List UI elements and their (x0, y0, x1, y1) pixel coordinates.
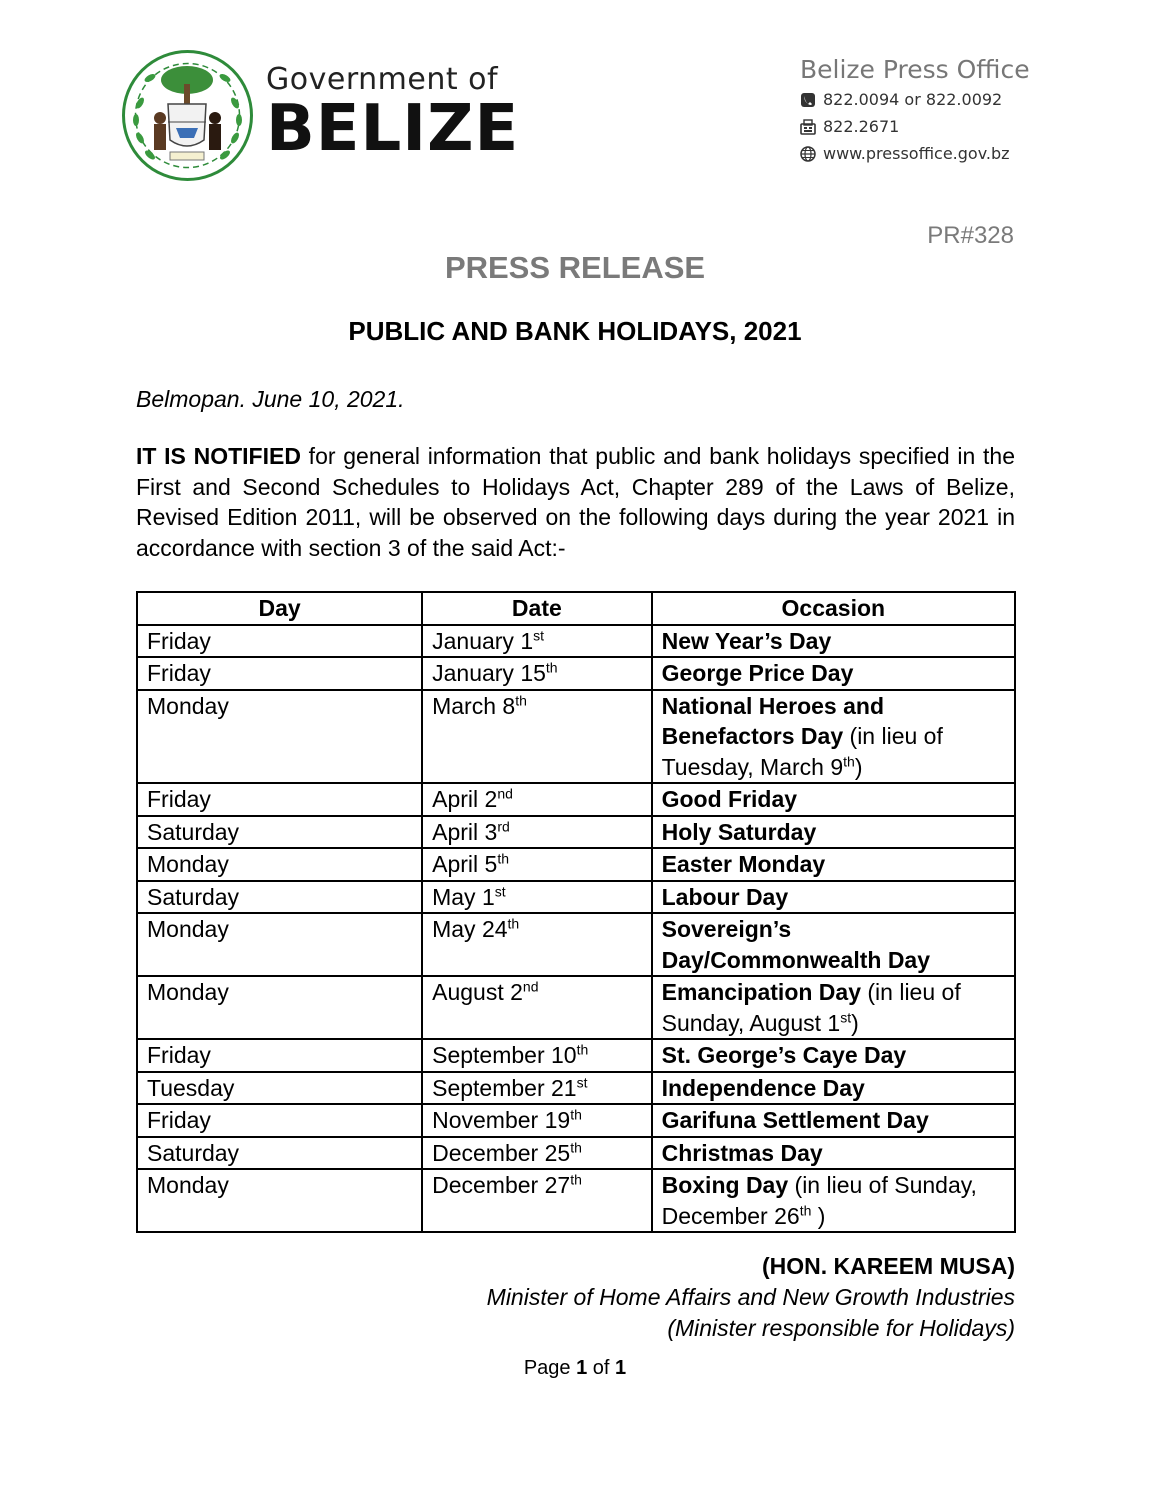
cell-occasion (652, 690, 1015, 784)
date-ordinal-suffix: nd (497, 785, 513, 802)
table-header-row (137, 592, 1015, 625)
cell-day: Monday (137, 1169, 422, 1232)
occasion-name: Emancipation Day (661, 979, 861, 1005)
cell-day: Tuesday (137, 1072, 422, 1105)
date-text: March 8 (432, 692, 516, 719)
logo-line-2: BELIZE (266, 92, 520, 166)
government-logo (266, 62, 520, 166)
occasion-name: Sovereign’s Day/Commonwealth Day (661, 916, 931, 973)
cell-date (422, 690, 652, 784)
page-current: 1 (576, 1357, 588, 1379)
cell-date (422, 913, 652, 976)
cell-day: Monday (137, 913, 422, 976)
occasion-note-suffix: st (840, 1008, 852, 1025)
date-ordinal-suffix: st (576, 1073, 588, 1090)
table-row (137, 1137, 1015, 1170)
table-row (137, 848, 1015, 881)
notice-lead: IT IS NOTIFIED (136, 443, 301, 469)
coat-of-arms-seal-icon (120, 48, 255, 183)
cell-date (422, 657, 652, 690)
page-total: 1 (615, 1357, 627, 1379)
date-text: August 2 (432, 979, 523, 1005)
table-row (137, 783, 1015, 816)
cell-day: Saturday (137, 881, 422, 914)
occasion-name: Easter Monday (661, 851, 826, 877)
cell-date (422, 1137, 652, 1170)
cell-day: Saturday (137, 816, 422, 849)
website-link[interactable]: www.pressoffice.gov.bz (823, 144, 1010, 163)
occasion-note: (in lieu of Sunday, August 1 (661, 979, 961, 1036)
date-text: May 1 (432, 883, 495, 910)
cell-day: Friday (137, 1104, 422, 1137)
occasion-note: (in lieu of Sunday, December 26 (661, 1172, 977, 1229)
phone-number: 822.0094 or 822.0092 (823, 90, 1003, 109)
cell-occasion (652, 913, 1015, 976)
signatory-note: (Minister responsible for Holidays) (667, 1315, 1015, 1341)
table-row (137, 690, 1015, 784)
occasion-name: New Year’s Day (661, 627, 832, 654)
occasion-name: Christmas Day (661, 1139, 823, 1166)
date-ordinal-suffix: th (576, 1041, 589, 1058)
occasion-note-suffix: th (843, 752, 855, 769)
cell-day: Friday (137, 783, 422, 816)
signatory-title: Minister of Home Affairs and New Growth Industries (486, 1284, 1015, 1310)
table-row (137, 881, 1015, 914)
date-ordinal-suffix: th (507, 915, 520, 932)
cell-occasion (652, 881, 1015, 914)
table-row (137, 1169, 1015, 1232)
date-ordinal-suffix: st (494, 882, 506, 899)
occasion-name: George Price Day (661, 660, 854, 686)
press-office-title: Belize Press Office (800, 55, 1030, 84)
date-ordinal-suffix: th (497, 850, 509, 867)
signatory-name: (HON. KAREEM MUSA) (762, 1253, 1015, 1279)
table-row (137, 657, 1015, 690)
phone-icon (800, 92, 816, 108)
date-ordinal-suffix: th (545, 659, 558, 676)
occasion-note-suffix: th (799, 1201, 812, 1218)
column-header-day: Day (137, 592, 422, 625)
column-header-date: Date (422, 592, 652, 625)
press-release-number: PR#328 (927, 222, 1014, 249)
document-title: PUBLIC AND BANK HOLIDAYS, 2021 (348, 316, 802, 346)
cell-day: Monday (137, 976, 422, 1039)
date-text: September 21 (432, 1074, 577, 1101)
notice-body: for general information that public and bank holidays specified in the First and Second Schedules to Holidays Act, Chapter 289 of the Laws of Belize, Revised Edition 2011, will be observed on the following days during the year 2021 in accordance with section 3 of the said Act:- (136, 443, 1015, 561)
table-row (137, 1104, 1015, 1137)
globe-icon (800, 146, 816, 162)
cell-occasion (652, 1072, 1015, 1105)
cell-day: Friday (137, 1039, 422, 1072)
cell-date (422, 976, 652, 1039)
date-ordinal-suffix: th (570, 1138, 582, 1155)
date-text: December 25 (432, 1139, 571, 1166)
column-header-occasion: Occasion (652, 592, 1015, 625)
press-office-contact (800, 54, 1100, 167)
occasion-name: National Heroes and Benefactors Day (661, 692, 884, 749)
document-type-heading: PRESS RELEASE (444, 250, 706, 285)
of-word: of (592, 1357, 610, 1379)
cell-date (422, 848, 652, 881)
cell-occasion (652, 1137, 1015, 1170)
cell-occasion (652, 783, 1015, 816)
notice-paragraph (136, 441, 1015, 563)
dateline: Belmopan. June 10, 2021. (136, 386, 405, 412)
logo-line-1: Government of (266, 62, 499, 97)
page-word: Page (523, 1357, 571, 1379)
date-text: January 15 (432, 660, 546, 686)
cell-day: Saturday (137, 1137, 422, 1170)
cell-occasion (652, 816, 1015, 849)
cell-date (422, 816, 652, 849)
table-row (137, 913, 1015, 976)
cell-occasion (652, 1169, 1015, 1232)
date-ordinal-suffix: th (570, 1171, 582, 1188)
occasion-name: Garifuna Settlement Day (661, 1107, 929, 1133)
date-text: December 27 (432, 1172, 571, 1198)
cell-date (422, 881, 652, 914)
cell-date (422, 783, 652, 816)
cell-day: Friday (137, 625, 422, 658)
occasion-name: Good Friday (661, 786, 798, 812)
date-text: January 1 (432, 627, 534, 654)
occasion-name: Boxing Day (661, 1172, 789, 1198)
date-ordinal-suffix: nd (522, 978, 539, 995)
holidays-table (136, 591, 1016, 1233)
occasion-note-end: ) (811, 1202, 826, 1229)
signature-block (487, 1251, 1015, 1344)
date-ordinal-suffix: th (570, 1106, 582, 1123)
cell-occasion (652, 625, 1015, 658)
holiday-rows (137, 625, 1015, 1233)
fax-icon (800, 119, 816, 135)
date-text: April 3 (432, 818, 498, 845)
table-row (137, 625, 1015, 658)
phone-row (800, 86, 1100, 113)
table-row (137, 976, 1015, 1039)
cell-date (422, 1169, 652, 1232)
fax-number: 822.2671 (823, 117, 900, 136)
date-text: April 2 (432, 786, 498, 812)
occasion-note: (in lieu of Tuesday, March 9 (661, 723, 943, 780)
occasion-name: Independence Day (661, 1074, 865, 1101)
cell-occasion (652, 1104, 1015, 1137)
table-row (137, 1072, 1015, 1105)
occasion-name: St. George’s Caye Day (661, 1042, 907, 1068)
cell-occasion (652, 976, 1015, 1039)
occasion-note-end: ) (851, 1009, 859, 1036)
table-row (137, 816, 1015, 849)
date-ordinal-suffix: th (515, 691, 527, 708)
date-ordinal-suffix: st (533, 626, 545, 643)
occasion-name: Labour Day (661, 883, 789, 910)
cell-occasion (652, 1039, 1015, 1072)
cell-day: Friday (137, 657, 422, 690)
table-row (137, 1039, 1015, 1072)
cell-day: Monday (137, 690, 422, 784)
date-text: April 5 (432, 851, 498, 877)
date-text: May 24 (432, 916, 508, 942)
date-ordinal-suffix: rd (497, 817, 510, 834)
website-row[interactable] (800, 140, 1100, 167)
cell-date (422, 1072, 652, 1105)
cell-occasion (652, 657, 1015, 690)
cell-day: Monday (137, 848, 422, 881)
cell-date (422, 625, 652, 658)
cell-date (422, 1039, 652, 1072)
occasion-name: Holy Saturday (661, 818, 817, 845)
date-text: November 19 (432, 1107, 571, 1133)
cell-occasion (652, 848, 1015, 881)
fax-row (800, 113, 1100, 140)
page-footer (0, 1357, 1150, 1380)
date-text: September 10 (432, 1042, 577, 1068)
cell-date (422, 1104, 652, 1137)
occasion-note-end: ) (854, 753, 863, 780)
